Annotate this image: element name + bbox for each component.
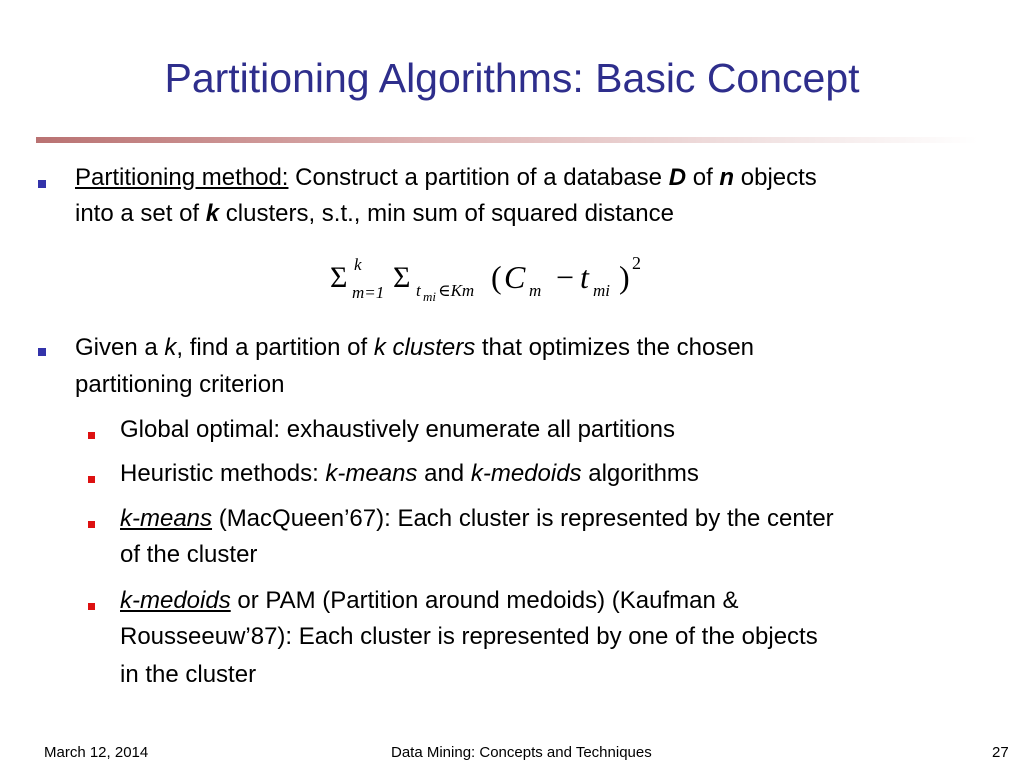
sub4-line2: Rousseeuw’87): Each cluster is represented by one of the objects <box>120 623 818 650</box>
sub3-line1 <box>120 504 834 534</box>
bullet1-line2-a: into a set of <box>75 200 206 227</box>
k-medoids-link: k-medoids <box>120 587 231 614</box>
sum-of-squared-distance-formula <box>330 255 660 305</box>
paren-open: ( <box>491 259 502 295</box>
k-clusters-term: k clusters <box>373 334 476 361</box>
sub-bullet-square-icon <box>88 476 95 483</box>
paren-close: ) <box>619 259 630 295</box>
sub2-line <box>120 459 699 489</box>
k-medoids-term: k-medoids <box>470 460 582 487</box>
sub-mi: mi <box>593 281 610 300</box>
sup-2: 2 <box>632 253 641 273</box>
k-means-link: k-means <box>120 505 213 532</box>
bullet1-line2 <box>75 199 674 229</box>
footer-date: March 12, 2014 <box>44 744 149 761</box>
var-D: D <box>668 164 687 191</box>
bullet-square-icon <box>38 348 46 356</box>
sub2-text-a: Heuristic methods: <box>120 460 326 487</box>
var-k-italic: k <box>164 334 177 361</box>
bullet1-text-c: objects <box>734 164 817 191</box>
var-C: C <box>504 259 526 295</box>
bullet-square-icon <box>38 180 46 188</box>
sigma-outer: Σ <box>330 261 348 294</box>
var-t: t <box>580 259 589 295</box>
sub-in-km: ∈Km <box>438 281 475 300</box>
footer-page-number: 27 <box>992 744 1009 761</box>
sub-m: m <box>529 281 542 300</box>
sub-bullet-square-icon <box>88 432 95 439</box>
minus-sign: − <box>556 259 575 295</box>
sub2-text-b: and <box>417 460 471 487</box>
var-k: k <box>205 200 220 227</box>
var-n: n <box>719 164 735 191</box>
sub4-text-a: or PAM (Partition around medoids) (Kaufman & <box>230 587 739 614</box>
bullet1-line2-b: clusters, s.t., min sum of squared distance <box>219 200 674 227</box>
slide-title: Partitioning Algorithms: Basic Concept <box>164 55 860 101</box>
sub-bullet-square-icon <box>88 603 95 610</box>
bullet2-text-a: Given a <box>75 334 165 361</box>
bullet1-text-b: of <box>686 164 720 191</box>
sub2-text-c: algorithms <box>581 460 699 487</box>
bullet1-text-a: Construct a partition of a database <box>288 164 669 191</box>
bullet2-line2: partitioning criterion <box>75 371 285 398</box>
bullet2-text-b: , find a partition of <box>176 334 374 361</box>
sub3-text-a: (MacQueen’67): Each cluster is represented by the center <box>212 505 834 532</box>
bullet2-line1 <box>75 333 754 363</box>
sub-bullet-square-icon <box>88 521 95 528</box>
sub4-line3: in the cluster <box>120 661 257 688</box>
sub3-line2: of the cluster <box>120 541 258 568</box>
sub1-line: Global optimal: exhaustively enumerate all partitions <box>120 416 675 443</box>
bullet1-line1 <box>75 163 817 193</box>
sub-t: t <box>416 281 421 300</box>
sub-m1: m=1 <box>352 283 385 302</box>
sup-k: k <box>354 255 362 274</box>
k-means-term: k-means <box>325 460 418 487</box>
sub4-line1 <box>120 586 739 616</box>
footer-title: Data Mining: Concepts and Techniques <box>391 744 652 761</box>
sigma-inner: Σ <box>393 261 411 294</box>
partitioning-method-term: Partitioning method: <box>75 164 289 191</box>
bullet2-text-c: that optimizes the chosen <box>475 334 755 361</box>
title-divider <box>36 137 978 143</box>
sub-mi-cond: mi <box>423 289 436 304</box>
